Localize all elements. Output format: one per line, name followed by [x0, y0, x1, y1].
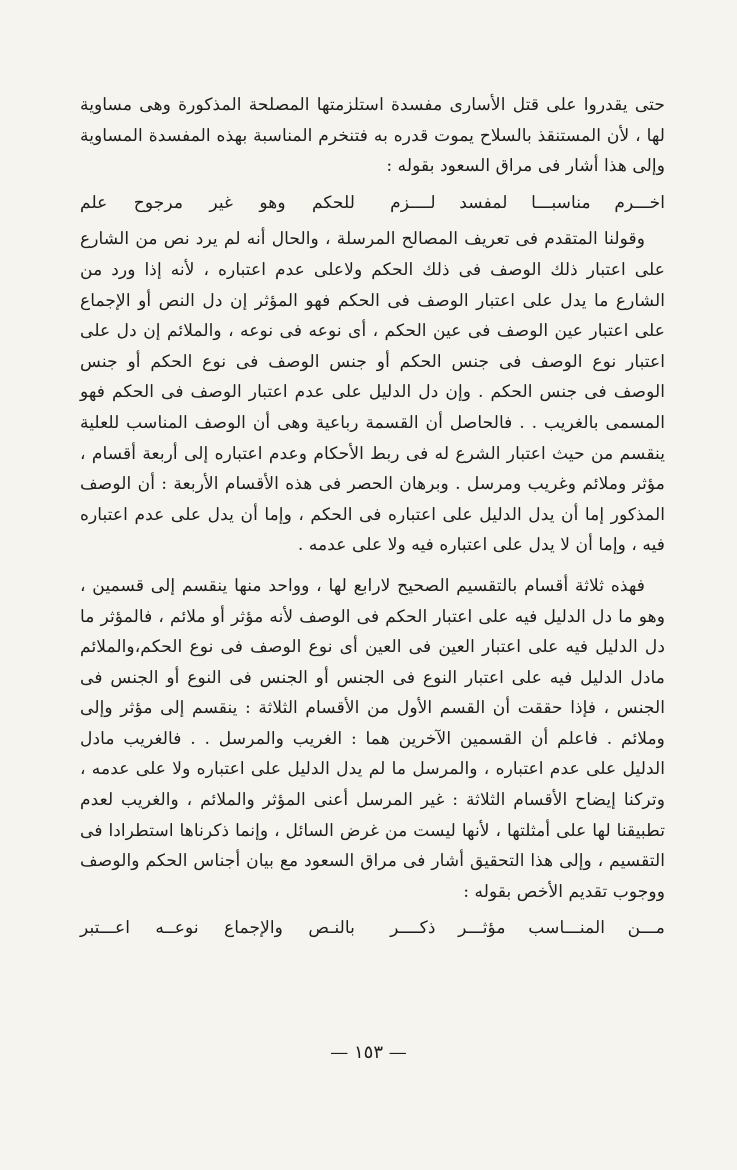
page-number: — ١٥٣ —	[330, 1042, 407, 1063]
verse-1-second-hemistich: للحكم وهو غير مرجوح علم	[80, 192, 355, 213]
verse-2-second-hemistich: بالنـص والإجماع نوعــه اعـــتبر	[80, 918, 355, 939]
verse-2	[80, 913, 665, 944]
paragraph-2: وقولنا المتقدم فى تعريف المصالح المرسلة ، والحال أنه لم يرد نص من الشارع على اعتبار ذلك الوصف فى ذلك الحكم ولاعلى عدم اعتباره ، لأنه إذا ورد من الشارع ما يدل على اعتبار الوصف فى الحكم فهو المؤثر إن دل النص أو الإجماع على اعتبار عين الوصف فى عين الحكم ، أى نوعه فى نوعه ، والملائم إن دل على اعتبار نوع الوصف فى جنس الحكم أو جنس الوصف فى نوع الحكم أو جنس الوصف فى جنس الحكم . وإن دل الدليل على عدم اعتبار الوصف فى الحكم فهو المسمى بالغريب . . فالحاصل أن القسمة رباعية وهى أن الوصف المناسب للعلية ينقسم من حيث اعتبار الشرع له فى ربط الأحكام وعدم اعتباره إلى أربعة أقسام ، مؤثر وملائم وغريب ومرسل . وبرهان الحصر فى هذه الأقسام الأربعة : أن الوصف المذكور إما أن يدل الدليل على اعتباره فى الحكم ، وإما أن يدل على عدم اعتباره فيه ، وإما أن لا يدل على اعتباره فيه ولا على عدمه .	[80, 229, 665, 556]
main-text	[80, 90, 665, 950]
paragraph-3: فهذه ثلاثة أقسام بالتقسيم الصحيح لارابع لها ، وواحد منها ينقسم إلى قسمين ، وهو ما دل الدليل فيه على اعتبار الحكم فى الوصف لأنه مؤثر أو ملائم ، فالمؤثر ما دل الدليل فيه على اعتبار العين فى العين أى نوع الوصف فى نوع الحكم،والملائم مادل الدليل فيه على اعتبار النوع فى الجنس أو الجنس فى النوع أو الجنس فى الجنس ، فإذا حققت أن القسم الأول من الأقسام الثلاثة : ينقسم إلى مؤثر وإلى وملائم . فاعلم أن القسمين الآخرين هما : الغريب والمرسل . . فالغريب مادل الدليل على عدم اعتباره ، والمرسل ما لم يدل الدليل على اعتباره ولا على عدمه ، وتركنا إيضاح الأقسام الثلاثة : غير المرسل أعنى المؤثر والملائم ، والغريب لعدم تطبيقنا لها على أمثلتها ، لأنها ليست من غرض السائل ، وإنما ذكرناها استطرادا فى التقسيم ، وإلى هذا التحقيق أشار فى مراق السعود مع بيان أجناس الحكم والوصف ووجوب تقديم الأخص بقوله :	[80, 575, 665, 902]
verse-2-first-hemistich: مـــن المنـــاسب مؤثـــر ذكــــر	[390, 918, 665, 939]
paragraph-1: حتى يقدروا على قتل الأسارى مفسدة استلزمتها المصلحة المذكورة وهى مساوية لها ، لأن المستنقذ بالسلاح يموت قدره به فتنخرم المناسبة بهذه المفسدة المساوية وإلى هذا أشار فى مراق السعود بقوله :	[80, 95, 665, 177]
verse-1	[80, 188, 665, 219]
verse-1-first-hemistich: اخـــرم مناسبـــا لمفسد لــــزم	[390, 192, 665, 213]
